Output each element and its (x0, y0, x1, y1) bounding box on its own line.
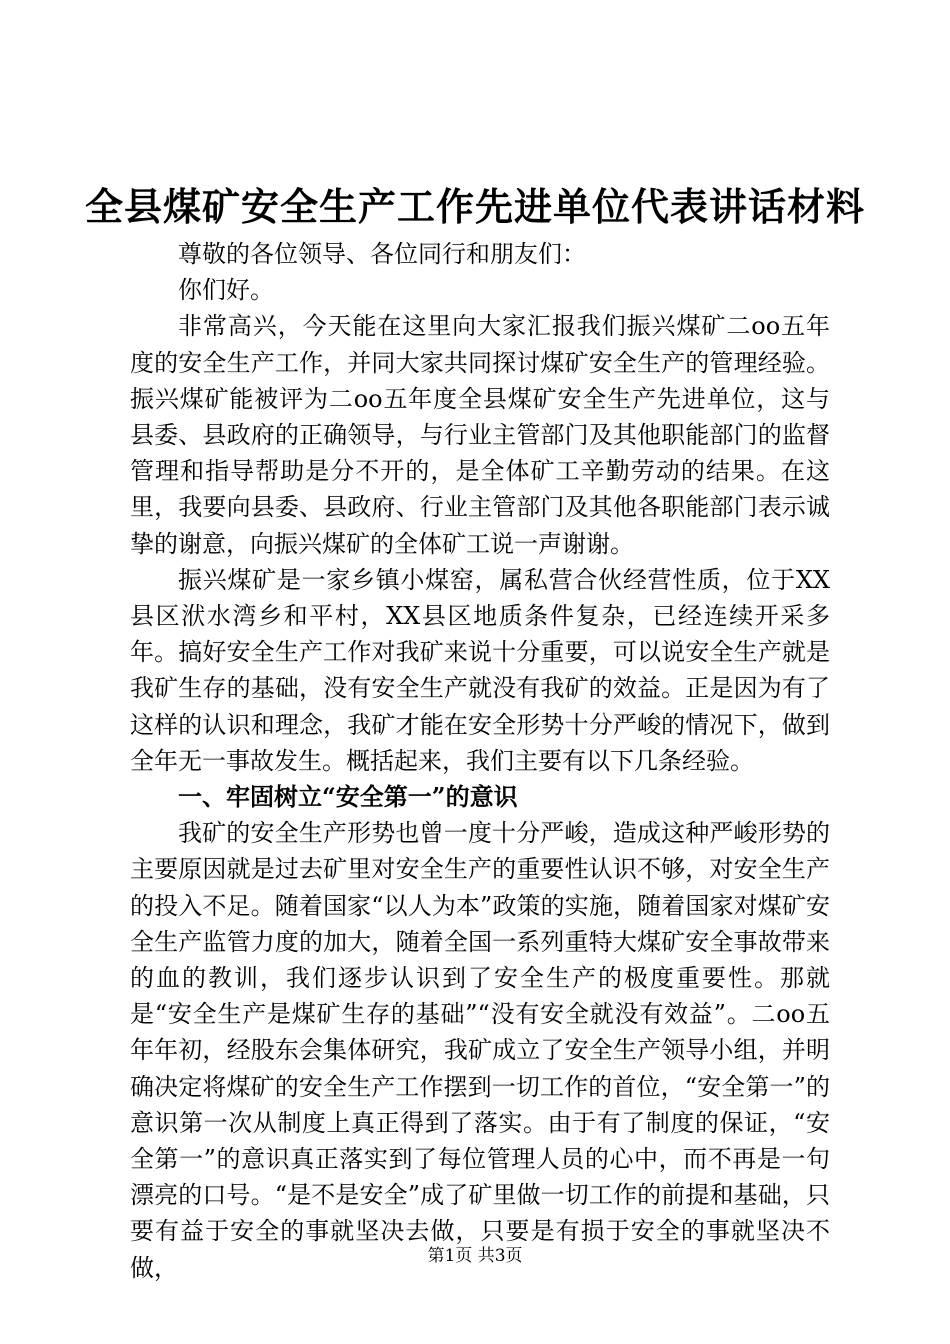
document-body (130, 236, 830, 1286)
salutation: 尊敬的各位领导、各位同行和朋友们： (178, 240, 586, 268)
paragraph-intro: 非常高兴，今天能在这里向大家汇报我们振兴煤矿二oo五年度的安全生产工作，并同大家共同探讨煤矿安全生产的管理经验。振兴煤矿能被评为二oo五年度全县煤矿安全生产先进单位，这与县委、县政府的正确领导，与行业主管部门及其他职能部门的监督管理和指导帮助是分不开的，是全体矿工辛勤劳动的结果。在这里，我要向县委、县政府、行业主管部门及其他各职能部门表示诚挚的谢意，向振兴煤矿的全体矿工说一声谢谢。 (130, 312, 830, 558)
paragraph-section-1: 我矿的安全生产形势也曾一度十分严峻，造成这种严峻形势的主要原因就是过去矿里对安全生产的重要性认识不够，对安全生产的投入不足。随着国家“以人为本”政策的实施，随着国家对煤矿安全生产监管力度的加大，随着全国一系列重特大煤矿安全事故带来的血的教训，我们逐步认识到了安全生产的极度重要性。那就是“安全生产是煤矿生存的基础”“没有安全就没有效益”。二oo五年年初，经股东会集体研究，我矿成立了安全生产领导小组，并明确决定将煤矿的安全生产工作摆到一切工作的首位，“安全第一”的意识第一次从制度上真正得到了落实。由于有了制度的保证，“安全第一”的意识真正落实到了每位管理人员的心中，而不再是一句漂亮的口号。“是不是安全”成了矿里做一切工作的前提和基础，只要有益于安全的事就坚决去做，只要是有损于安全的事就坚决不做， (130, 819, 830, 1282)
greeting: 你们好。 (178, 276, 274, 305)
page-number-footer: 第1页 共3页 (427, 1246, 523, 1266)
paragraph-background: 振兴煤矿是一家乡镇小煤窑，属私营合伙经营性质，位于XX县区洑水湾乡和平村，XX县区地质条件复杂，已经连续开采多年。搞好安全生产工作对我矿来说十分重要，可以说安全生产就是我矿生存的基础，没有安全生产就没有我矿的效益。正是因为有了这样的认识和理念，我矿才能在安全形势十分严峻的情况下，做到全年无一事故发生。概括起来，我们主要有以下几条经验。 (130, 565, 830, 775)
section-heading: 一、牢固树立“安全第一”的意识 (178, 782, 518, 812)
document-title: 全县煤矿安全生产工作先进单位代表讲话材料 (84, 184, 865, 229)
